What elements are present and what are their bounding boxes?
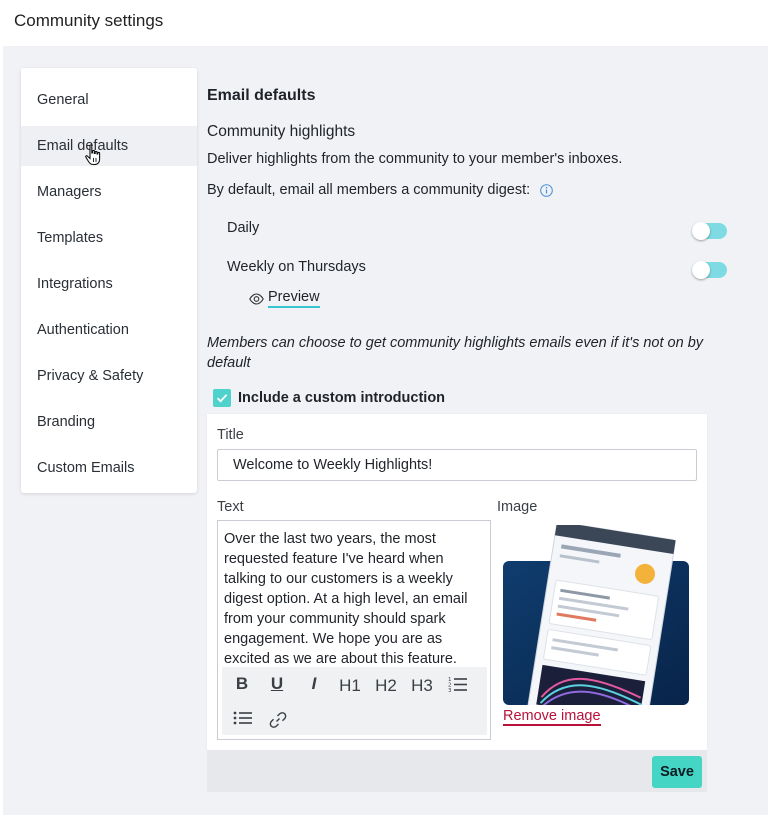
save-button[interactable]: Save bbox=[652, 756, 702, 788]
intro-text-content[interactable]: Over the last two years, the most requested feature I've heard when talking to our customers is a weekly digest option. At a high level, an email from your community should spark engagement. We hope you are as excited as we are about this feature. bbox=[224, 531, 468, 667]
sidebar-item-general[interactable]: General bbox=[37, 92, 89, 108]
title-input[interactable] bbox=[217, 449, 697, 481]
info-icon[interactable] bbox=[540, 184, 553, 197]
ordered-list-icon bbox=[448, 675, 468, 693]
link-button[interactable] bbox=[266, 707, 290, 733]
page-title: Community settings bbox=[14, 11, 164, 30]
editor-toolbar bbox=[222, 667, 487, 735]
sidebar-item-integrations[interactable]: Integrations bbox=[37, 276, 113, 292]
svg-text:2: 2 bbox=[448, 682, 452, 689]
email-preview-image-icon bbox=[503, 525, 689, 705]
toggle-knob bbox=[692, 222, 710, 240]
bold-button[interactable]: B bbox=[235, 674, 249, 693]
link-icon bbox=[269, 711, 287, 729]
heading-3-button[interactable]: H3 bbox=[411, 676, 433, 695]
svg-text:1: 1 bbox=[448, 677, 452, 683]
page-header bbox=[0, 0, 768, 46]
preview-link[interactable] bbox=[249, 289, 320, 308]
settings-sidebar bbox=[21, 68, 197, 493]
title-label: Title bbox=[217, 427, 244, 443]
sidebar-item-authentication[interactable]: Authentication bbox=[37, 322, 129, 338]
subsection-title: Community highlights bbox=[207, 123, 356, 140]
toggle-label-weekly: Weekly on Thursdays bbox=[227, 259, 366, 275]
underline-button[interactable]: U bbox=[270, 674, 284, 693]
eye-icon bbox=[249, 293, 264, 305]
text-label: Text bbox=[217, 499, 244, 515]
opt-in-note: Members can choose to get community highlights emails even if it's not on by default bbox=[207, 335, 704, 371]
sidebar-item-privacy-safety[interactable]: Privacy & Safety bbox=[37, 368, 144, 384]
custom-intro-label: Include a custom introduction bbox=[238, 390, 446, 406]
intro-image-thumbnail bbox=[503, 525, 689, 705]
bullet-list-button[interactable] bbox=[231, 705, 255, 731]
highlights-description: Deliver highlights from the community to your member's inboxes. bbox=[207, 151, 623, 167]
hand-pointer-icon bbox=[84, 144, 104, 166]
checkmark-icon bbox=[215, 391, 229, 405]
bullet-list-icon bbox=[233, 710, 253, 726]
sidebar-item-email-defaults[interactable]: Email defaults bbox=[21, 126, 197, 166]
weekly-toggle[interactable] bbox=[692, 262, 727, 278]
ordered-list-button[interactable] bbox=[446, 671, 470, 697]
toggle-label-daily: Daily bbox=[227, 220, 260, 236]
sidebar-item-custom-emails[interactable]: Custom Emails bbox=[37, 460, 135, 476]
toggle-knob bbox=[692, 261, 710, 279]
sidebar-item-branding[interactable]: Branding bbox=[37, 414, 96, 430]
italic-button[interactable]: I bbox=[311, 674, 317, 693]
section-title: Email defaults bbox=[207, 87, 316, 104]
intro-text-editor[interactable] bbox=[217, 520, 491, 740]
heading-2-button[interactable]: H2 bbox=[375, 676, 397, 695]
sidebar-item-templates[interactable]: Templates bbox=[37, 230, 104, 246]
image-label: Image bbox=[497, 499, 538, 515]
svg-text:3: 3 bbox=[448, 688, 452, 693]
remove-image-link[interactable]: Remove image bbox=[503, 708, 601, 724]
preview-label: Preview bbox=[268, 289, 320, 308]
sidebar-item-managers[interactable]: Managers bbox=[37, 184, 102, 200]
heading-1-button[interactable]: H1 bbox=[339, 676, 361, 695]
save-footer-bar bbox=[207, 750, 707, 792]
daily-toggle[interactable] bbox=[692, 223, 727, 239]
custom-intro-checkbox[interactable] bbox=[213, 389, 231, 407]
digest-question: By default, email all members a community digest: bbox=[207, 182, 531, 198]
